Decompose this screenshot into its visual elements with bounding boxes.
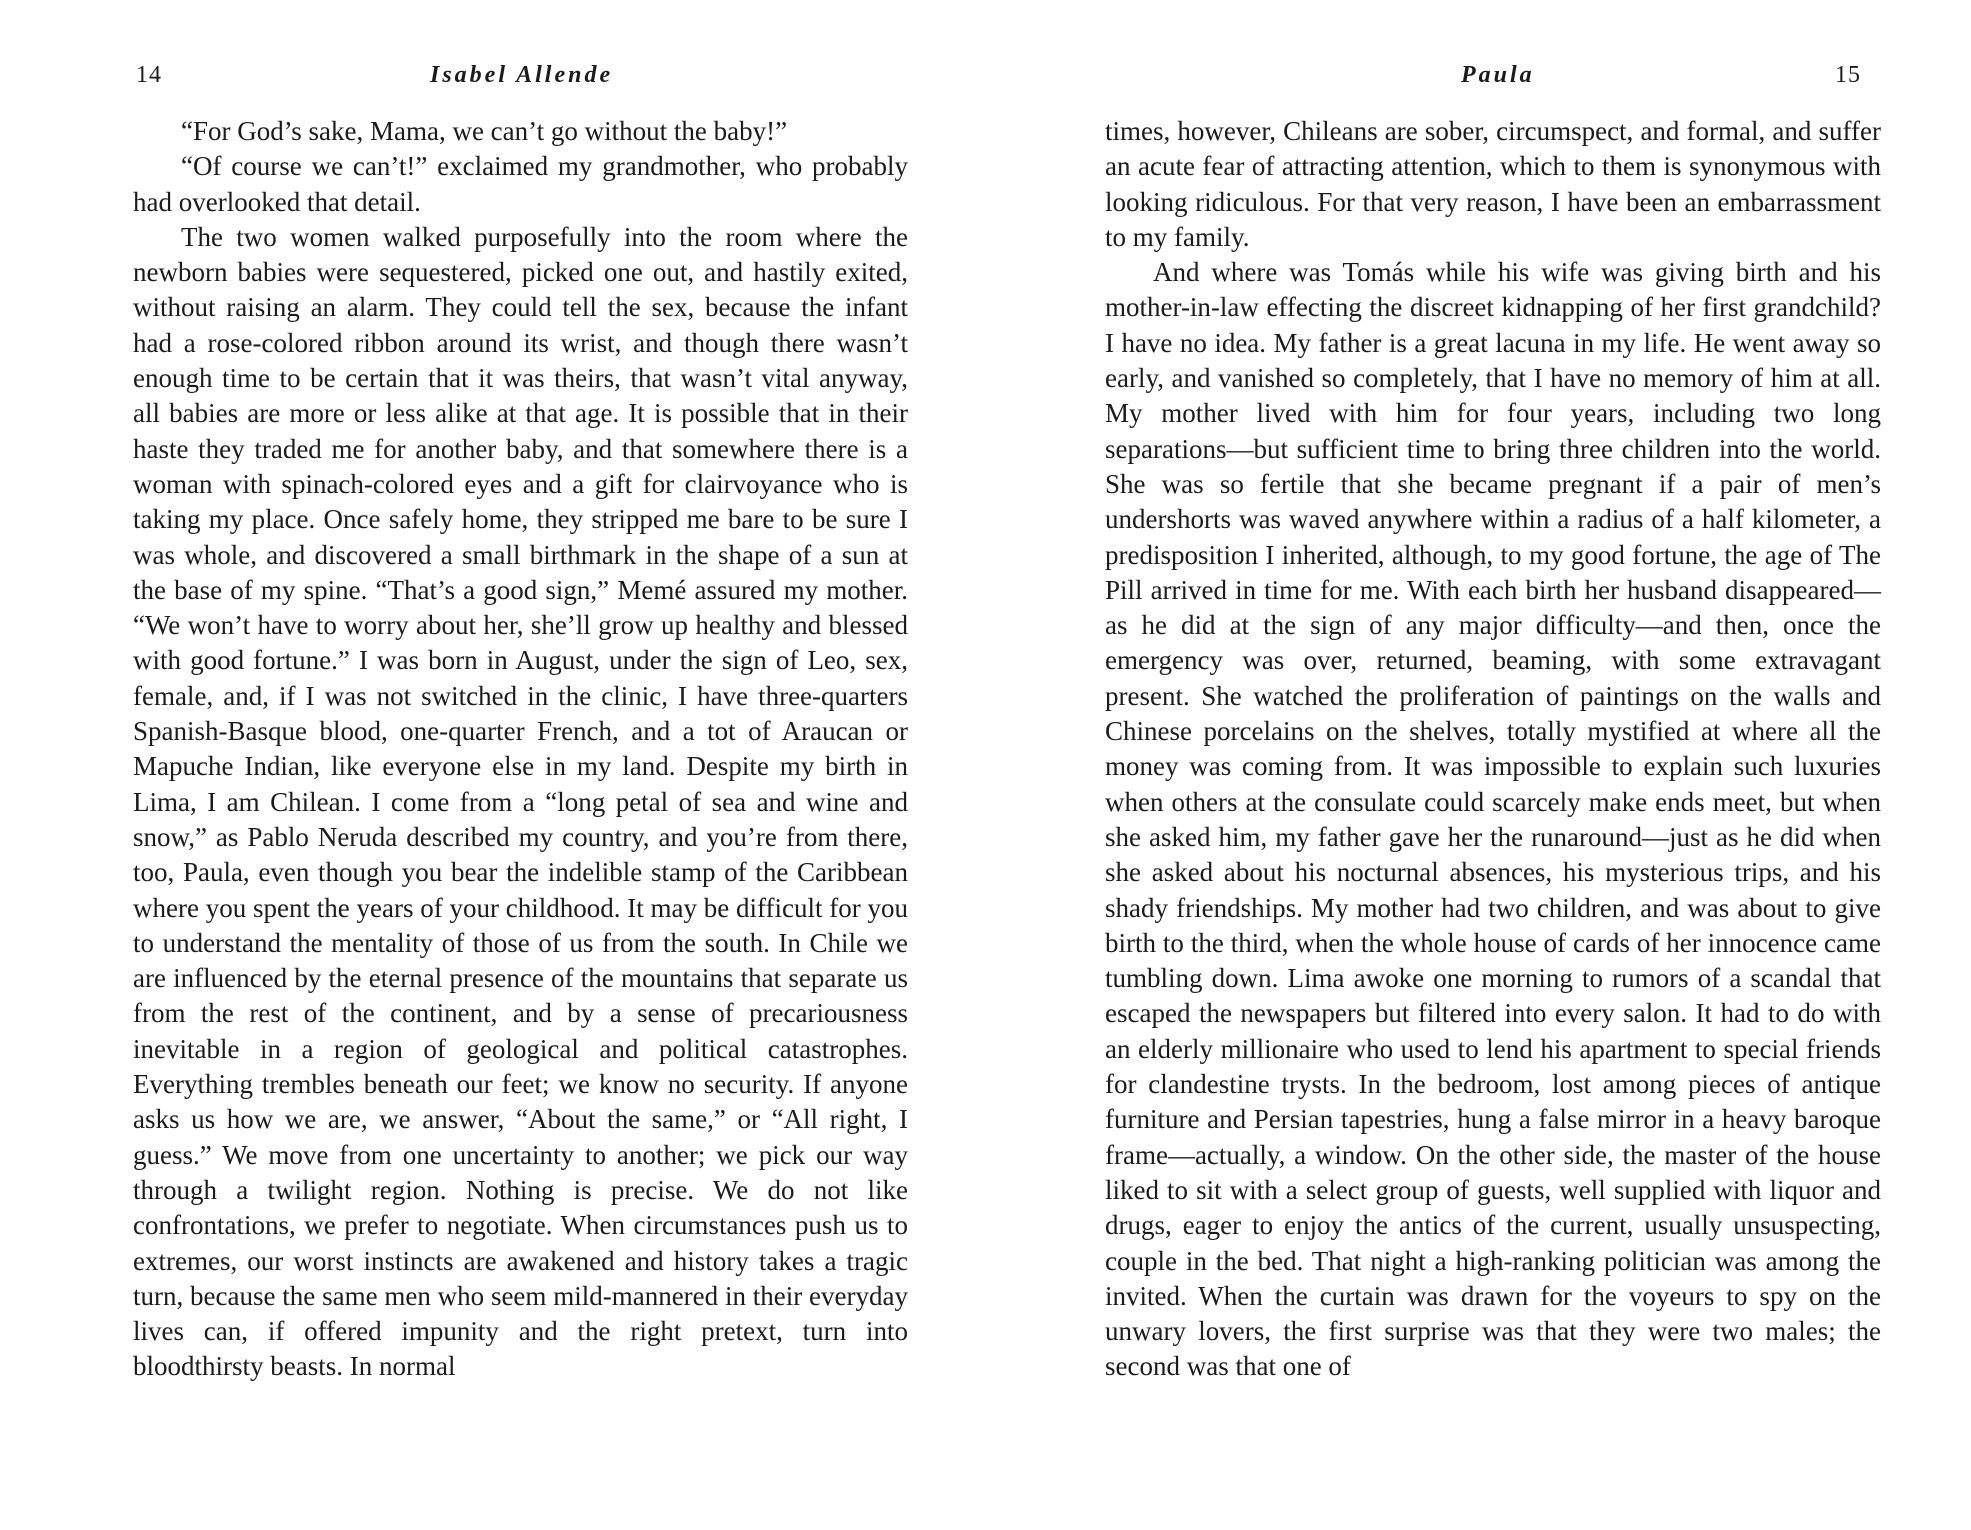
right-paragraph-1: times, however, Chileans are sober, circumspect, and formal, and suffer an acute fear of attracting attention, which to them is synonymous with looking ridiculous. For that very reason, I have been an embarrassment to my family.	[1105, 116, 1881, 252]
right-page-body	[1105, 114, 1881, 1385]
right-paragraph-2: And where was Tomás while his wife was giving birth and his mother-in-law effecting the discreet kidnapping of her first grandchild? I have no idea. My father is a great lacuna in my life. He went away so early, and vanished so completely, that I have no memory of him at all. My mother lived with him for four years, including two long separations—but sufficient time to bring three children into the world. She was so fertile that she became pregnant if a pair of men’s undershorts was waved anywhere within a radius of a half kilometer, a predisposition I inherited, although, to my good fortune, the age of The Pill arrived in time for me. With each birth her husband disappeared—as he did at the sign of any major difficulty—and then, once the emergency was over, returned, beaming, with some extravagant present. She watched the proliferation of paintings on the walls and Chinese porcelains on the shelves, totally mystified at where all the money was coming from. It was impossible to explain such luxuries when others at the consulate could scarcely make ends meet, but when she asked him, my father gave her the runaround—just as he did when she asked about his nocturnal absences, his mysterious trips, and his shady friendships. My mother had two children, and was about to give birth to the third, when the whole house of cards of her innocence came tumbling down. Lima awoke one morning to rumors of a scandal that escaped the newspapers but filtered into every salon. It had to do with an elderly millionaire who used to lend his apartment to special friends for clandestine trysts. In the bedroom, lost among pieces of antique furniture and Persian tapestries, hung a false mirror in a heavy baroque frame—actually, a window. On the other side, the master of the house liked to sit with a select group of guests, well supplied with liquor and drugs, eager to enjoy the antics of the current, usually unsuspecting, couple in the bed. That night a high-ranking politician was among the invited. When the curtain was drawn for the voyeurs to spy on the unwary lovers, the first surprise was that they were two males; the second was that one of	[1105, 257, 1881, 1382]
left-page-number: 14	[136, 62, 162, 88]
right-page-header	[985, 58, 1971, 92]
left-page	[0, 0, 985, 1530]
left-page-body	[133, 114, 908, 1385]
left-paragraph-2: “Of course we can’t!” exclaimed my grandmother, who probably had overlooked that detail.	[133, 151, 908, 217]
right-page	[985, 0, 1971, 1530]
left-page-header	[0, 58, 985, 92]
right-running-head: Paula	[1461, 62, 1535, 88]
left-paragraph-3: The two women walked purposefully into the room where the newborn babies were sequestered, picked one out, and hastily exited, without raising an alarm. They could tell the sex, because the infant had a rose-colored ribbon around its wrist, and though there wasn’t enough time to be certain that it was theirs, that wasn’t vital anyway, all babies are more or less alike at that age. It is possible that in their haste they traded me for another baby, and that somewhere there is a woman with spinach-colored eyes and a gift for clairvoyance who is taking my place. Once safely home, they stripped me bare to be sure I was whole, and discovered a small birthmark in the shape of a sun at the base of my spine. “That’s a good sign,” Memé assured my mother. “We won’t have to worry about her, she’ll grow up healthy and blessed with good fortune.” I was born in August, under the sign of Leo, sex, female, and, if I was not switched in the clinic, I have three-quarters Spanish-Basque blood, one-quarter French, and a tot of Araucan or Mapuche Indian, like everyone else in my land. Despite my birth in Lima, I am Chilean. I come from a “long petal of sea and wine and snow,” as Pablo Neruda described my country, and you’re from there, too, Paula, even though you bear the indelible stamp of the Caribbean where you spent the years of your childhood. It may be difficult for you to understand the mentality of those of us from the south. In Chile we are influenced by the eternal presence of the mountains that separate us from the rest of the continent, and by a sense of precariousness inevitable in a region of geological and political catastrophes. Everything trembles beneath our feet; we know no security. If anyone asks us how we are, we answer, “About the same,” or “All right, I guess.” We move from one uncertainty to another; we pick our way through a twilight region. Nothing is precise. We do not like confrontations, we prefer to negotiate. When circumstances push us to extremes, our worst instincts are awakened and history takes a tragic turn, because the same men who seem mild-mannered in their everyday lives can, if offered impunity and the right pretext, turn into bloodthirsty beasts. In normal	[133, 221, 908, 1382]
left-paragraph-1: “For God’s sake, Mama, we can’t go without the baby!”	[181, 116, 788, 146]
right-page-number: 15	[1835, 62, 1861, 88]
left-running-head: Isabel Allende	[430, 62, 614, 88]
